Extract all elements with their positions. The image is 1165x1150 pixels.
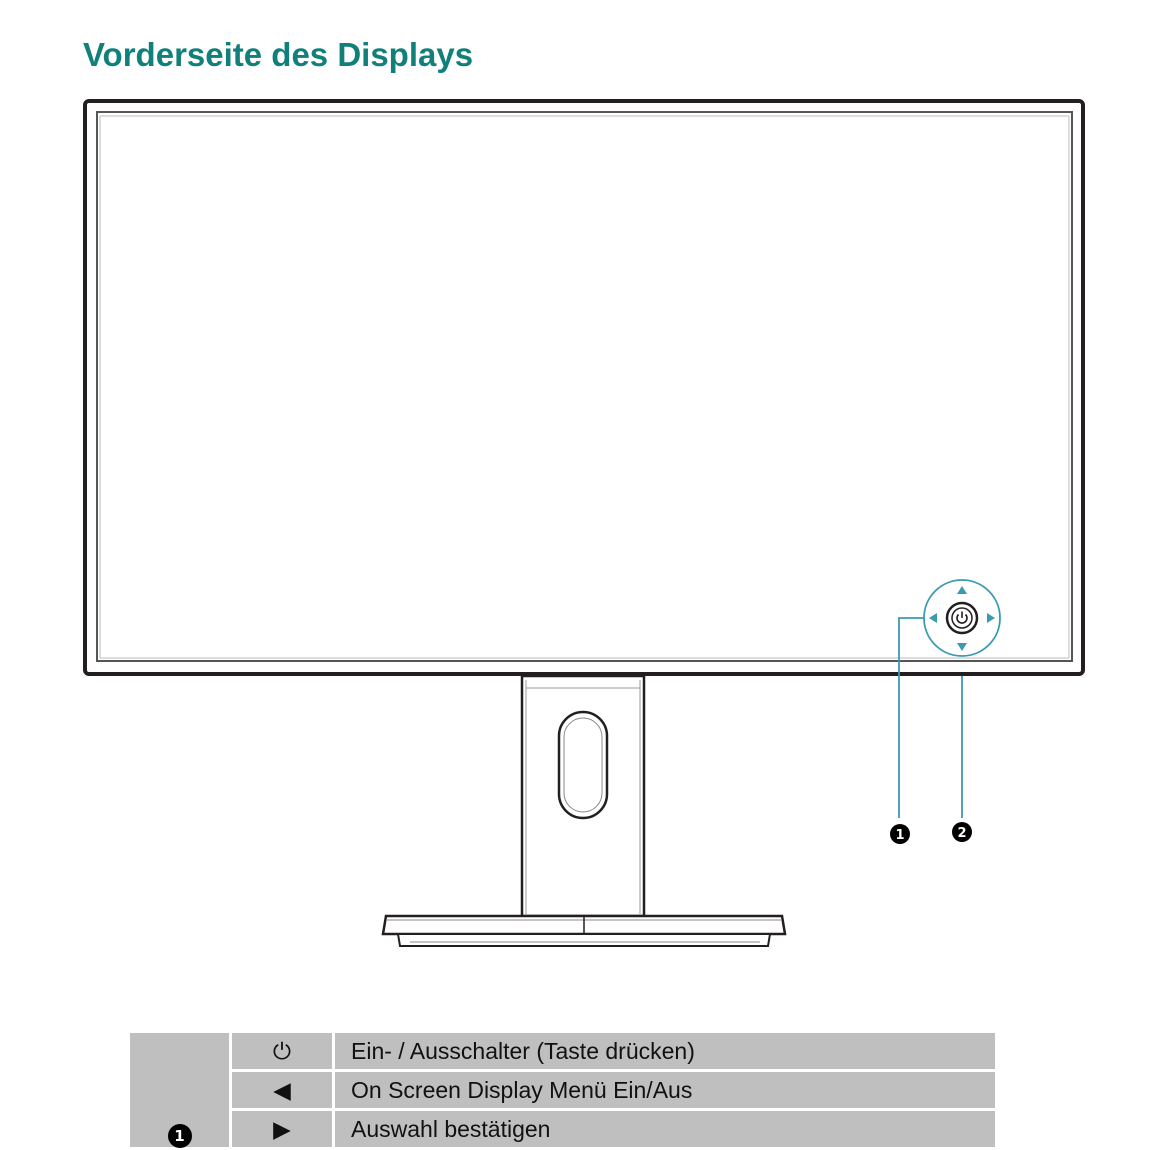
control-description: Ein- / Ausschalter (Taste drücken) — [335, 1033, 995, 1069]
callout-badge-2 — [952, 822, 972, 842]
arrow-left-icon: ◀ — [232, 1072, 332, 1108]
control-description: On Screen Display Menü Ein/Aus — [335, 1072, 995, 1108]
monitor-stand-neck — [522, 676, 644, 916]
arrow-right-icon: ▶ — [232, 1111, 332, 1147]
controls-table — [127, 1030, 998, 1150]
page-title: Vorderseite des Displays — [83, 36, 474, 73]
group-number-cell — [130, 1033, 229, 1147]
control-description: Auswahl bestätigen — [335, 1111, 995, 1147]
monitor-screen — [97, 112, 1072, 661]
joystick-control-icon — [924, 580, 1000, 656]
power-icon: ⏻ — [232, 1033, 332, 1069]
callout-badge-1 — [890, 824, 910, 844]
monitor-stand-base — [383, 916, 785, 946]
table-row — [130, 1111, 995, 1147]
callout-number-2: 2 — [957, 826, 967, 841]
group-number-badge: 1 — [168, 1124, 192, 1148]
table-row — [130, 1033, 995, 1069]
table-row — [130, 1072, 995, 1108]
callout-number-1: 1 — [895, 828, 905, 843]
